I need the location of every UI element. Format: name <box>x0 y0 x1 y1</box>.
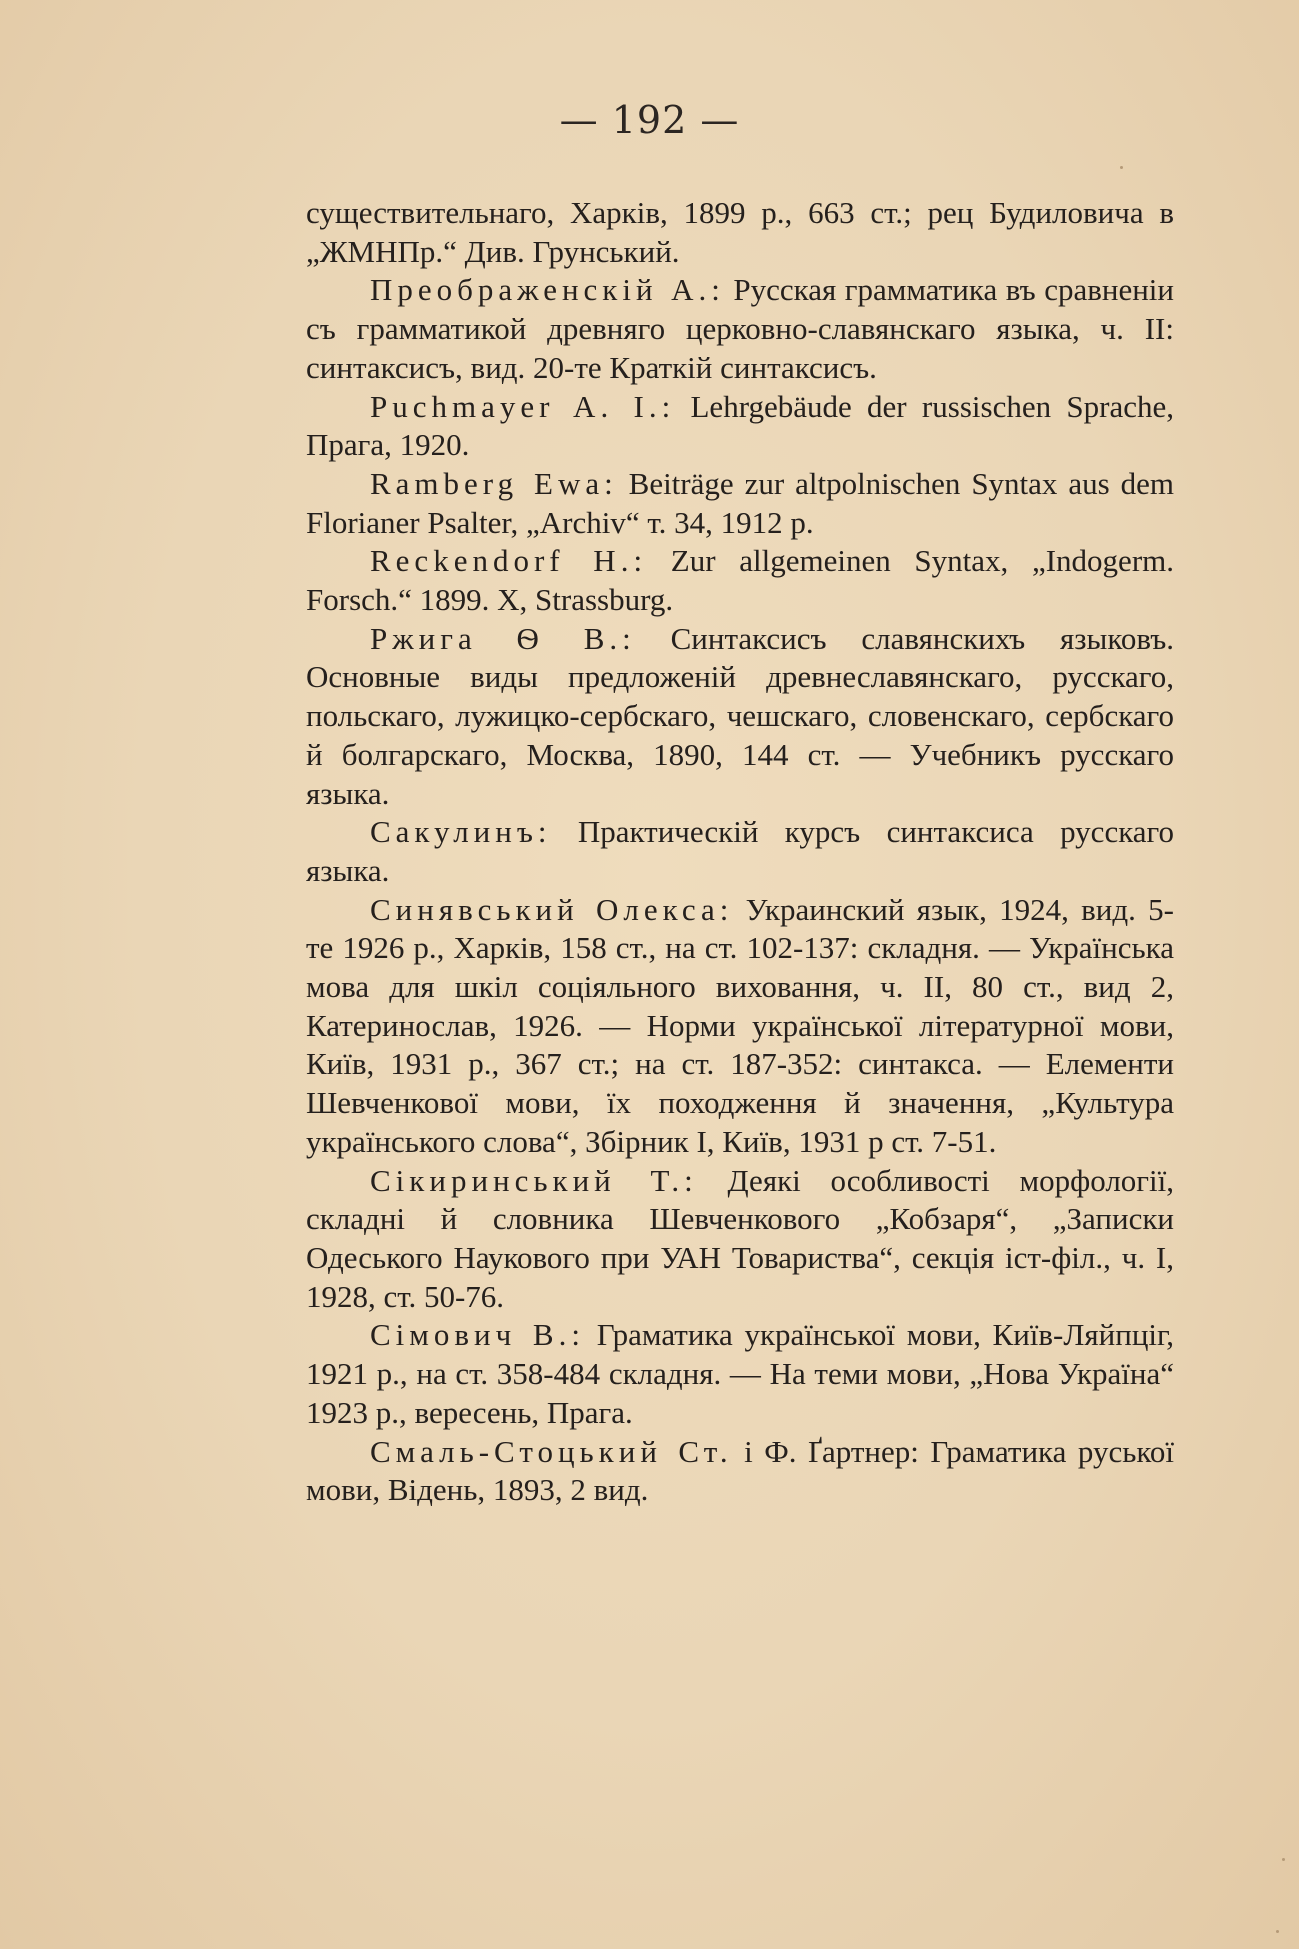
bibliography-entry <box>306 1316 1174 1432</box>
entry-author: Сакулинъ: <box>370 814 552 850</box>
entry-text: Beiträge zur altpolnischen Syntax aus dem Florianer Psalter, „Archiv“ т. 34, 1912 р. <box>306 465 1174 540</box>
entry-text: Украинский язык, 1924, вид. 5-те 1926 р., Харків, 158 ст., на ст. 102-137: складня. — Українська мова для шкіл соціяльного виховання, ч. II, 80 ст., вид 2, Катеринослав, 1926. — Норми української літературної мови, Київ, 1931 р., 367 ст.; на ст. 187-352: синтакса. — Елементи Шевченкової мови, їх походження й значення, „Культура українського слова“, Збірник I, Київ, 1931 р ст. 7-51. <box>306 891 1174 1159</box>
entry-author: Преображенскій А.: <box>370 272 725 308</box>
bibliography-entry <box>306 891 1174 1162</box>
entry-author: Синявський Олекса: <box>370 891 734 927</box>
entry-text: Lehrgebäude der russischen Sprache, Прага, 1920. <box>306 388 1174 463</box>
entry-author: Reckendorf H.: <box>370 543 648 579</box>
paper-speck <box>1276 1930 1279 1933</box>
bibliography-entry <box>306 271 1174 387</box>
entry-author: Сікиринський Т.: <box>370 1162 698 1198</box>
bibliography-entry <box>306 620 1174 814</box>
bibliography-entry <box>306 1433 1174 1510</box>
entry-text: Деякі особливості морфології, складні й словника Шевченкового „Кобзаря“, „Записки Одеського Наукового при УАН Товариства“, секція іст-філ., ч. I, 1928, ст. 50-76. <box>306 1162 1174 1314</box>
entry-author: Puchmayer A. I.: <box>370 388 676 424</box>
entry-text: і Ф. Ґартнер: Граматика руської мови, Відень, 1893, 2 вид. <box>306 1433 1174 1508</box>
bibliography-entry <box>306 1162 1174 1317</box>
bibliography-list <box>306 194 1174 1510</box>
bibliography-entry <box>306 813 1174 890</box>
page-number: — 192 — <box>559 98 740 142</box>
entry-text: существительнаго, Харків, 1899 р., 663 ст.; рец Будиловича в „ЖМНПр.“ Див. Грунський. <box>306 195 1174 269</box>
entry-text: Практическій курсъ синтаксиса русскаго языка. <box>306 814 1174 888</box>
paper-speck <box>1282 1858 1285 1861</box>
bibliography-entry <box>306 388 1174 465</box>
entry-text: Zur allgemeinen Syntax, „Indogerm. Forsch.“ 1899. X, Strassburg. <box>306 543 1175 618</box>
bibliography-entry <box>306 542 1174 619</box>
entry-author: Смаль-Стоцький Ст. <box>370 1433 733 1469</box>
entry-author: Ramberg Ewa: <box>370 465 618 501</box>
entry-author: Ржига Ѳ В.: <box>370 620 636 656</box>
entry-author: Сімович В.: <box>370 1317 585 1353</box>
entry-text: Синтаксисъ славянскихъ языковъ. Основные виды предложеній древнеславянскаго, русскаго, польскаго, лужицко-сербскаго, чешскаго, словенскаго, сербскаго й болгарскаго, Москва, 1890, 144 ст. — Учебникъ русскаго языка. <box>306 620 1174 811</box>
bibliography-entry <box>306 465 1174 542</box>
bibliography-entry <box>306 194 1174 271</box>
entry-text: Граматика української мови, Київ-Ляйпціг, 1921 р., на ст. 358-484 складня. — На теми мови, „Нова Україна“ 1923 р., вересень, Прага. <box>306 1317 1175 1430</box>
paper-speck <box>1120 166 1123 169</box>
entry-text: Русская грамматика въ сравненіи съ грамматикой древняго церковно-славянскаго языка, ч. II: синтаксисъ, вид. 20-те Краткій синтаксисъ. <box>306 272 1175 385</box>
